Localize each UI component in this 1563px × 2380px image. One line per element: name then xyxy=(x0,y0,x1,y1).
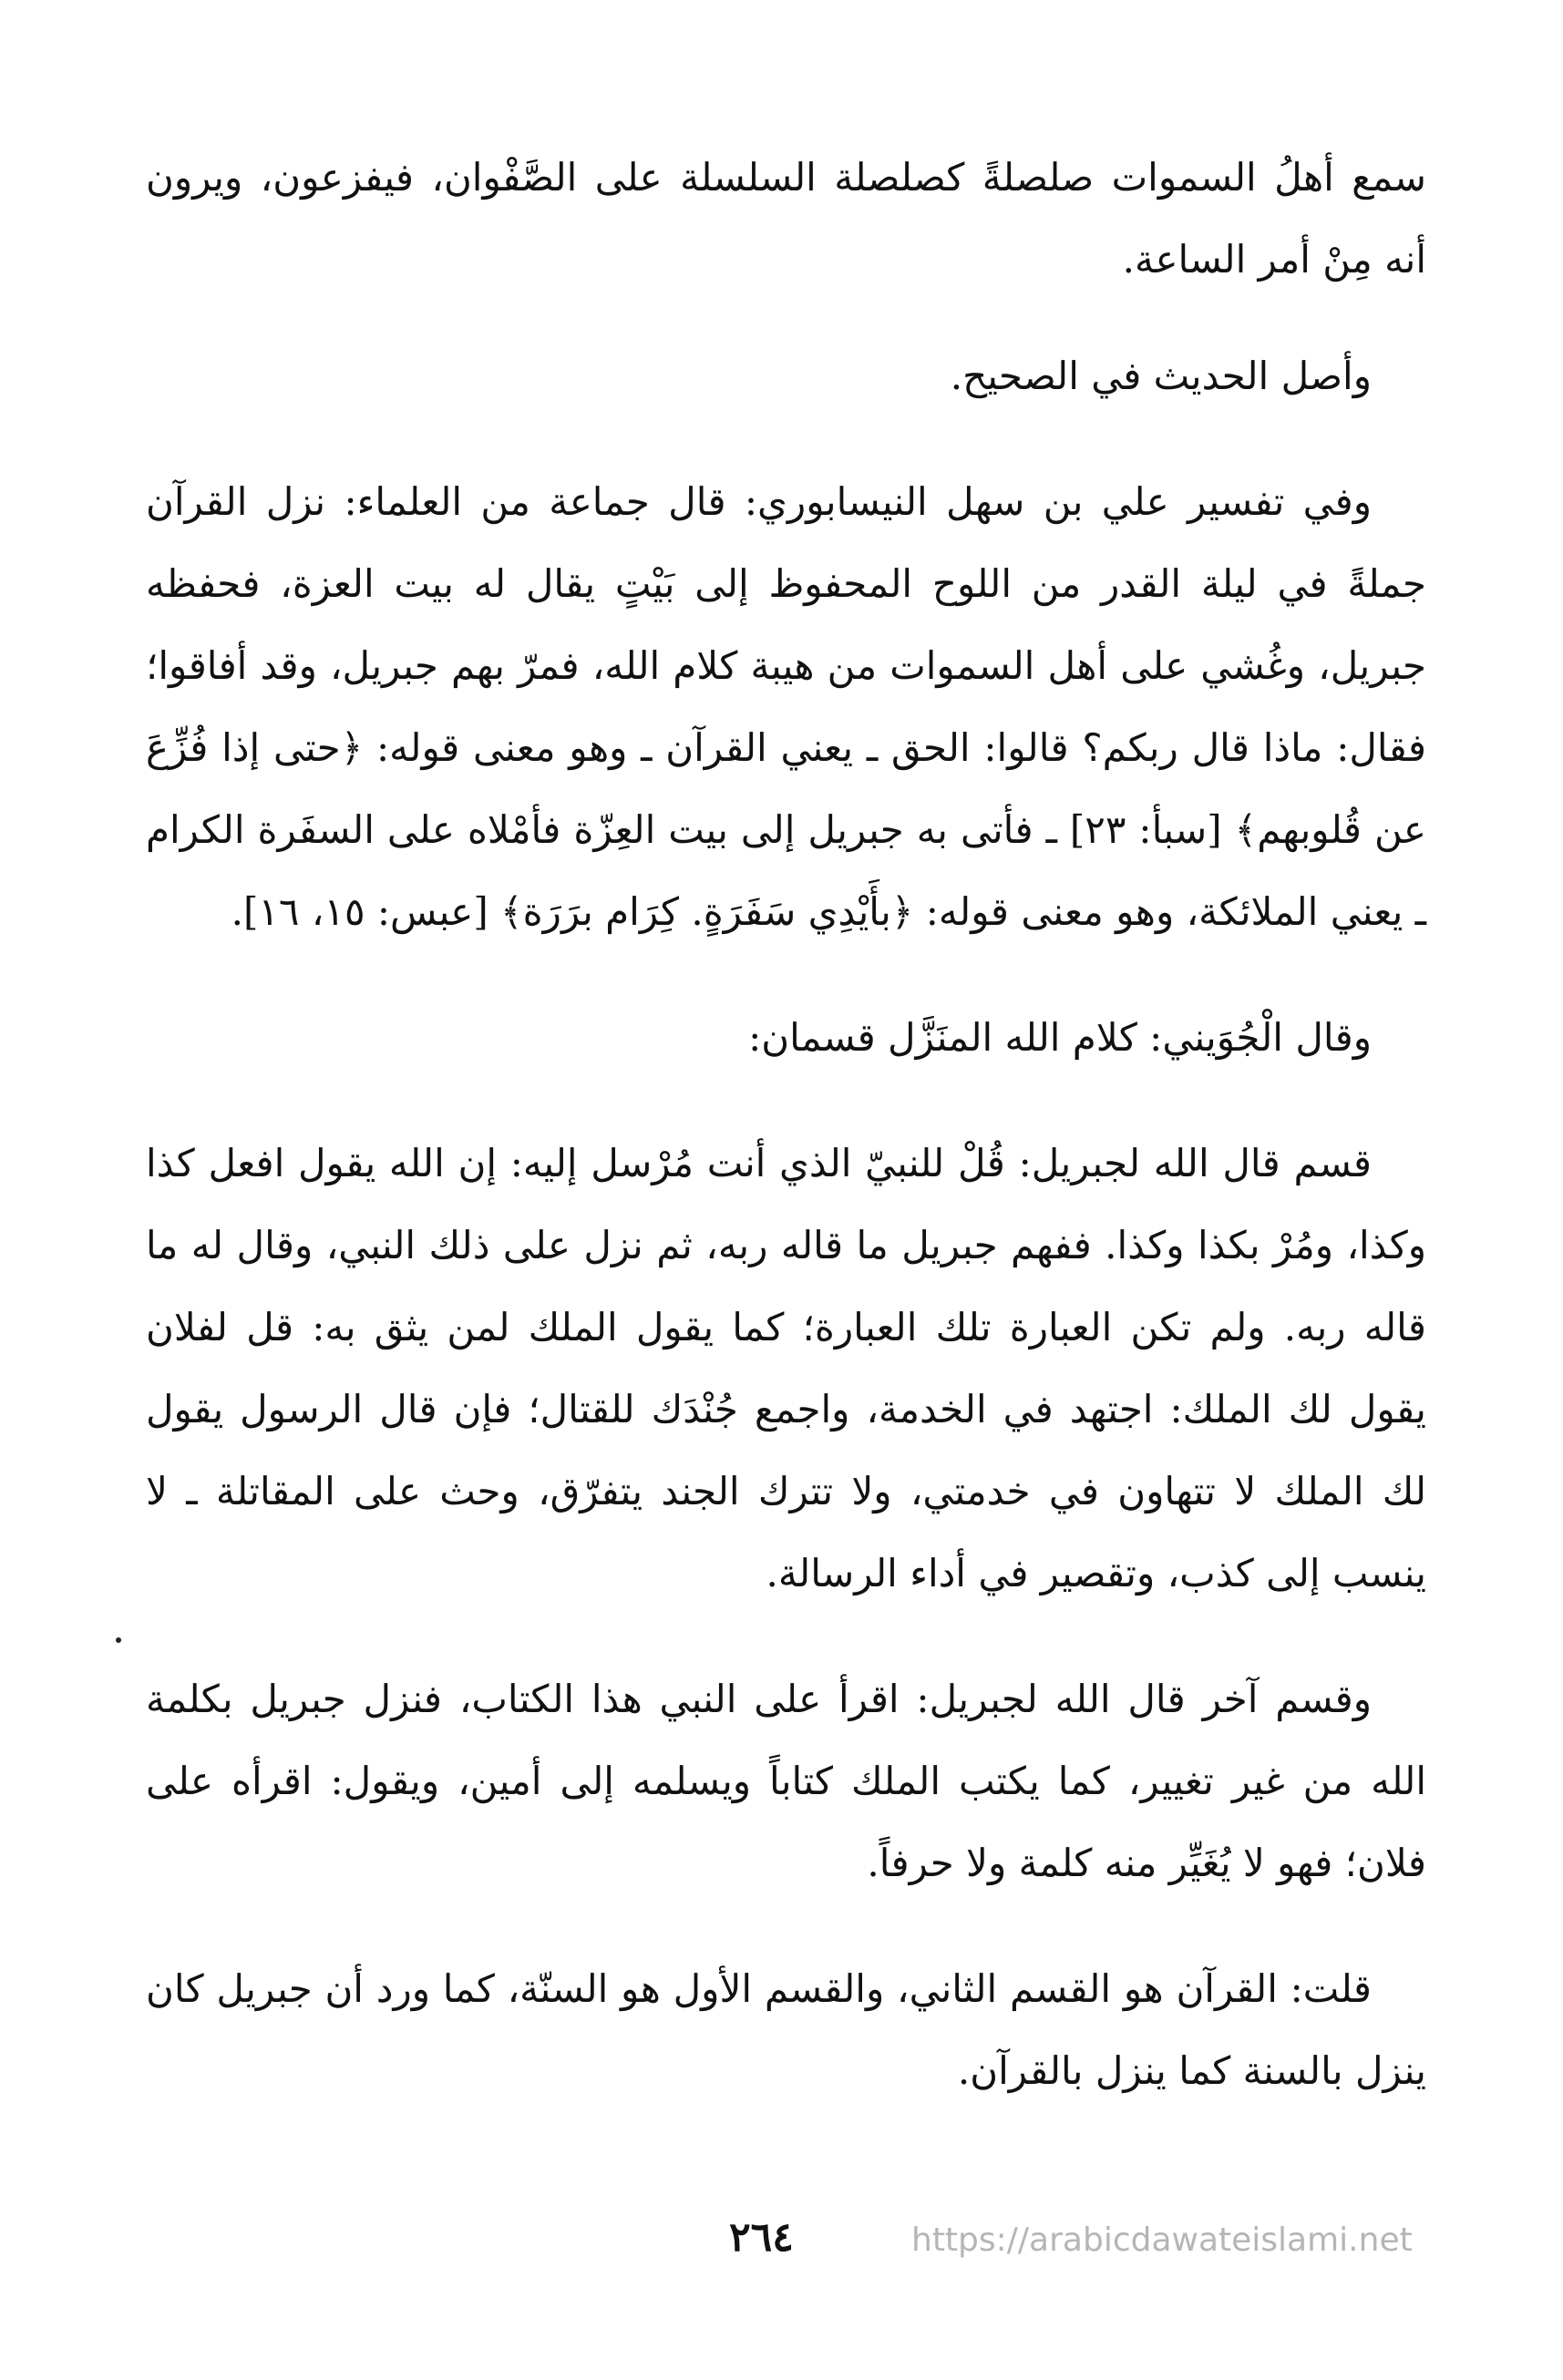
stray-dot xyxy=(116,1637,121,1643)
paragraph-1: سمع أهلُ السموات صلصلةً كصلصلة السلسلة على الصَّفْوان، فيفزعون، ويرون أنه مِنْ أمر الساعة. xyxy=(146,155,1426,282)
page-number: ٢٦٤ xyxy=(729,2214,794,2261)
page-footer xyxy=(0,2214,1563,2269)
watermark-url: https://arabicdawateislami.net xyxy=(911,2221,1413,2259)
paragraph-7: قلت: القرآن هو القسم الثاني، والقسم الأول هو السنّة، كما ورد أن جبريل كان ينزل بالسنة كما ينزل بالقرآن. xyxy=(146,1966,1426,2093)
paragraph-4: وقال الْجُوَيني: كلام الله المنَزَّل قسمان: xyxy=(748,1015,1372,1060)
paragraph-2: وأصل الحديث في الصحيح. xyxy=(950,354,1372,398)
page-body xyxy=(146,137,1426,2287)
paragraph-5: قسم قال الله لجبريل: قُلْ للنبيّ الذي أنت مُرْسل إليه: إن الله يقول افعل كذا وكذا، ومُرْ بكذا وكذا. ففهم جبريل ما قاله ربه، ثم نزل على ذلك النبي، وقال له ما قاله ربه. ولم تكن العبارة تلك العبارة؛ كما يقول الملك لمن يثق به: قل لفلان يقول لك الملك: اجتهد في الخدمة، واجمع جُنْدَك للقتال؛ فإن قال الرسول يقول لك الملك لا تتهاون في خدمتي، ولا تترك الجند يتفرّق، وحث على المقاتلة ـ لا ينسب إلى كذب، وتقصير في أداء الرسالة. xyxy=(146,1141,1426,1595)
paragraph-3: وفي تفسير علي بن سهل النيسابوري: قال جماعة من العلماء: نزل القرآن جملةً في ليلة القدر من اللوح المحفوظ إلى بَيْتٍ يقال له بيت العزة، فحفظه جبريل، وغُشي على أهل السموات من هيبة كلام الله، فمرّ بهم جبريل، وقد أفاقوا؛ فقال: ماذا قال ربكم؟ قالوا: الحق ـ يعني القرآن ـ وهو معنى قوله: ﴿حتى إذا فُزِّعَ عن قُلوبهم﴾ [سبأ: ٢٣] ـ فأتى به جبريل إلى بيت العِزّة فأمْلاه على السفَرة الكرام ـ يعني الملائكة، وهو معنى قوله: ﴿بأَيْدِي سَفَرَةٍ. كِرَام برَرَة﴾ [عبس: ١٥، ١٦]. xyxy=(146,479,1426,934)
paragraph-6: وقسم آخر قال الله لجبريل: اقرأ على النبي هذا الكتاب، فنزل جبريل بكلمة الله من غير تغيير، كما يكتب الملك كتاباً ويسلمه إلى أمين، ويقول: اقرأه على فلان؛ فهو لا يُغَيِّر منه كلمة ولا حرفاً. xyxy=(146,1677,1426,1885)
